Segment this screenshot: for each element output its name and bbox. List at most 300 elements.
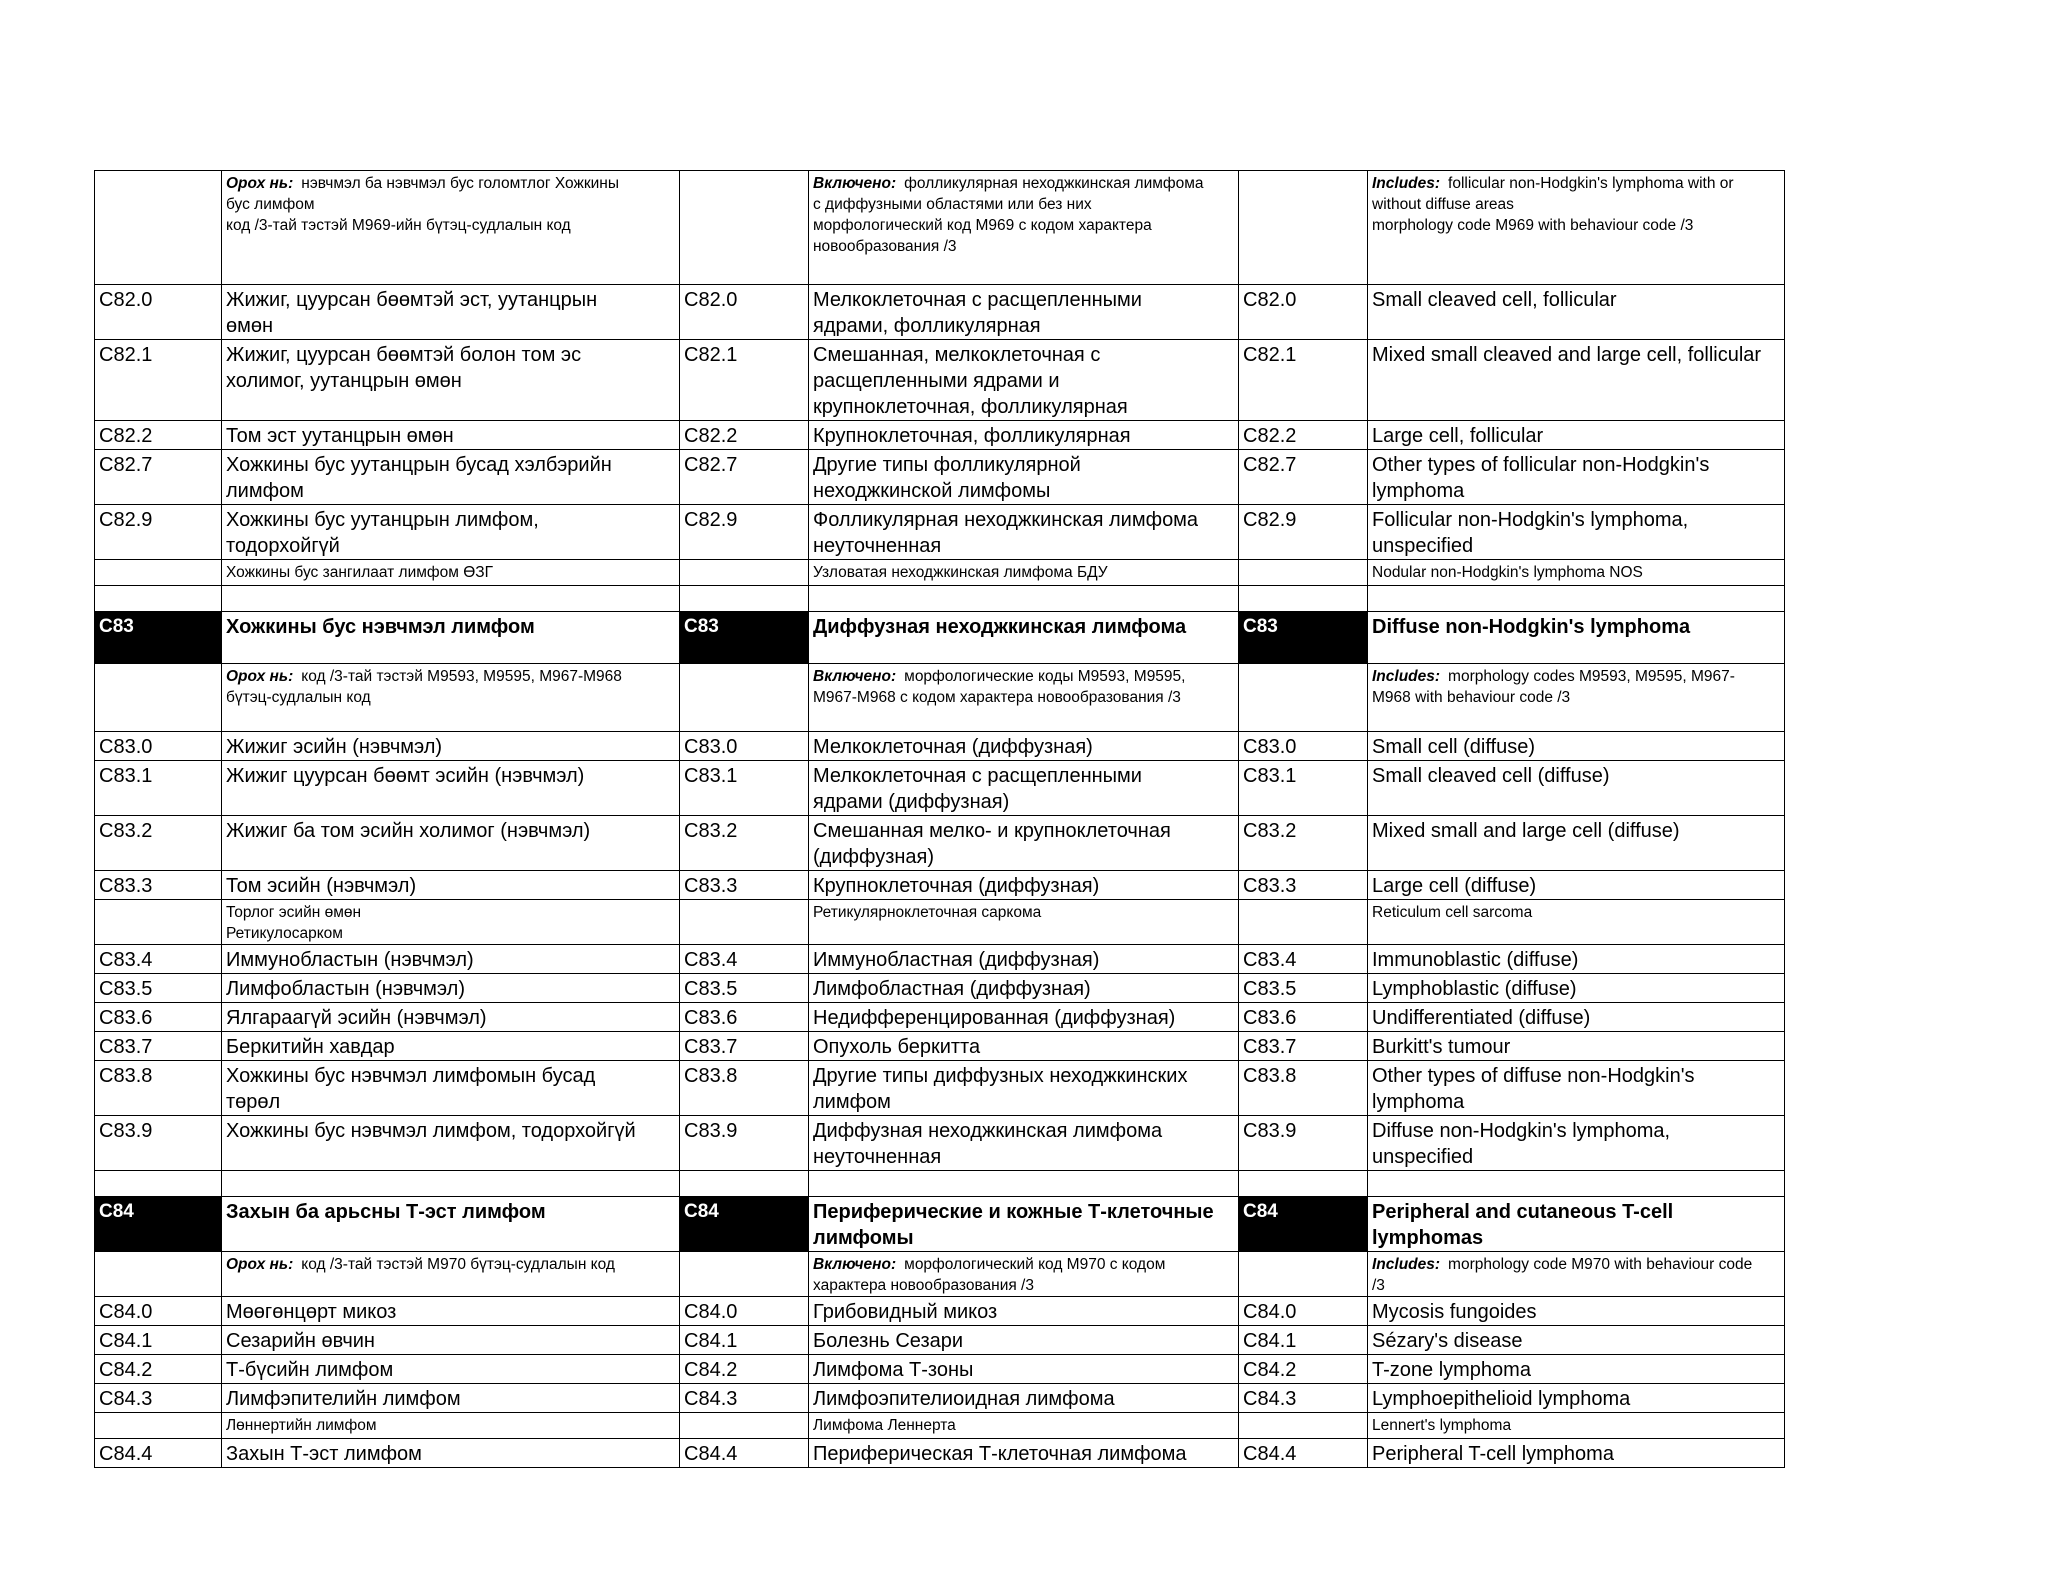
cell-text-line: морфологические коды M9593, M9595, — [904, 668, 1186, 685]
code-text: C82.9 — [1243, 509, 1297, 531]
cell-desc-ru — [809, 1171, 1239, 1197]
code-text: C83.8 — [684, 1065, 738, 1087]
cell-desc-mn — [222, 1252, 680, 1297]
code-text: C82.0 — [99, 289, 153, 311]
cell-desc-mn — [222, 900, 680, 945]
cell-desc-en — [1368, 945, 1785, 974]
cell-text-line: Хожкины бус зангилаат лимфом ӨЗГ — [226, 564, 494, 581]
cell-text-line: код /3-тай тэстэй M970 бүтэц-судлалын код — [301, 1256, 615, 1273]
cell-text-line: Small cell (diffuse) — [1372, 736, 1536, 758]
cell-text-line: Мелкоклеточная с расщепленными — [813, 765, 1142, 787]
table-row — [95, 900, 1785, 945]
cell-text-line: бүтэц-судлалын код — [226, 689, 371, 706]
cell-desc-en — [1368, 1384, 1785, 1413]
cell-desc-ru — [809, 1197, 1239, 1252]
cell-code-mn — [95, 1003, 222, 1032]
cell-desc-en — [1368, 761, 1785, 816]
cell-desc-en — [1368, 1413, 1785, 1439]
cell-desc-en — [1368, 1297, 1785, 1326]
cell-text-line: follicular non-Hodgkin's lymphoma with or — [1448, 175, 1734, 192]
cell-code-ru — [680, 761, 809, 816]
cell-text-line: Ретикулярноклеточная саркома — [813, 904, 1042, 921]
code-text: C84.2 — [99, 1359, 153, 1381]
cell-desc-en — [1368, 421, 1785, 450]
cell-code-mn — [95, 612, 222, 664]
code-text: C82.0 — [1243, 289, 1297, 311]
cell-desc-ru — [809, 1326, 1239, 1355]
cell-desc-en — [1368, 1252, 1785, 1297]
cell-desc-en — [1368, 732, 1785, 761]
table-row — [95, 1384, 1785, 1413]
includes-label: Включено: — [813, 668, 897, 685]
cell-desc-ru — [809, 1116, 1239, 1171]
cell-desc-ru — [809, 586, 1239, 612]
cell-text-line: Иммунобластная (диффузная) — [813, 949, 1100, 971]
cell-code-en — [1239, 1061, 1368, 1116]
cell-text-line: Мелкоклеточная (диффузная) — [813, 736, 1093, 758]
cell-text-line: Хожкины бус уутанцрын лимфом, — [226, 509, 539, 531]
cell-code-mn — [95, 1197, 222, 1252]
cell-code-ru — [680, 612, 809, 664]
cell-text-line: Reticulum cell sarcoma — [1372, 904, 1533, 921]
cell-code-mn — [95, 761, 222, 816]
cell-text-line: Lennert's lymphoma — [1372, 1417, 1512, 1434]
cell-code-en — [1239, 612, 1368, 664]
code-text: C83 — [1243, 616, 1278, 637]
table-body — [95, 171, 1785, 1468]
cell-desc-ru — [809, 974, 1239, 1003]
table-row — [95, 1061, 1785, 1116]
cell-code-en — [1239, 560, 1368, 586]
code-text: C83.7 — [684, 1036, 738, 1058]
cell-desc-mn — [222, 340, 680, 421]
cell-desc-ru — [809, 1252, 1239, 1297]
table-row — [95, 450, 1785, 505]
cell-code-ru — [680, 1252, 809, 1297]
cell-desc-en — [1368, 1439, 1785, 1468]
cell-code-en — [1239, 732, 1368, 761]
cell-code-mn — [95, 1116, 222, 1171]
code-text: C82.9 — [684, 509, 738, 531]
cell-code-en — [1239, 1116, 1368, 1171]
cell-text-line: Захын ба арьсны Т-эст лимфом — [226, 1201, 546, 1223]
cell-code-ru — [680, 1116, 809, 1171]
includes-label: Орох нь: — [226, 175, 294, 192]
cell-text-line: (диффузная) — [813, 846, 935, 868]
cell-text-line: Small cleaved cell, follicular — [1372, 289, 1617, 311]
cell-text-line: lymphoma — [1372, 480, 1465, 502]
cell-desc-mn — [222, 1355, 680, 1384]
code-text: C82.7 — [99, 454, 153, 476]
table-row — [95, 1413, 1785, 1439]
code-text: C84.0 — [99, 1301, 153, 1323]
code-text: C82.2 — [1243, 425, 1297, 447]
code-text: C84.0 — [684, 1301, 738, 1323]
cell-desc-mn — [222, 505, 680, 560]
cell-text-line: Mixed small and large cell (diffuse) — [1372, 820, 1680, 842]
code-text: C84.1 — [99, 1330, 153, 1352]
cell-text-line: характера новообразования /3 — [813, 1277, 1034, 1294]
cell-desc-mn — [222, 1384, 680, 1413]
code-text: C84.4 — [99, 1443, 153, 1465]
table-row — [95, 1326, 1785, 1355]
cell-text-line: Large cell, follicular — [1372, 425, 1544, 447]
cell-code-mn — [95, 1252, 222, 1297]
cell-text-line: морфологический код M970 с кодом — [904, 1256, 1166, 1273]
cell-code-en — [1239, 450, 1368, 505]
table-row — [95, 1116, 1785, 1171]
cell-code-en — [1239, 1355, 1368, 1384]
code-text: C83.4 — [684, 949, 738, 971]
cell-text-line: Nodular non-Hodgkin's lymphoma NOS — [1372, 564, 1643, 581]
cell-code-ru — [680, 1003, 809, 1032]
cell-code-en — [1239, 1032, 1368, 1061]
code-text: C83.6 — [1243, 1007, 1297, 1029]
code-text: C84.0 — [1243, 1301, 1297, 1323]
code-text: C84.1 — [684, 1330, 738, 1352]
table-row — [95, 505, 1785, 560]
cell-text-line: unspecified — [1372, 535, 1474, 557]
code-text: C83.5 — [684, 978, 738, 1000]
cell-code-ru — [680, 900, 809, 945]
code-text: C83.7 — [99, 1036, 153, 1058]
code-text: C84 — [1243, 1201, 1278, 1222]
code-text: C83.3 — [1243, 875, 1297, 897]
table-row — [95, 945, 1785, 974]
cell-code-mn — [95, 1171, 222, 1197]
cell-code-mn — [95, 871, 222, 900]
code-text: C82.9 — [99, 509, 153, 531]
cell-code-mn — [95, 285, 222, 340]
code-text: C84.4 — [684, 1443, 738, 1465]
code-text: C83.1 — [99, 765, 153, 787]
cell-desc-mn — [222, 761, 680, 816]
cell-text-line: Хожкины бус нэвчмэл лимфомын бусад — [226, 1065, 596, 1087]
code-text: C83.2 — [1243, 820, 1297, 842]
cell-text-line: Sézary's disease — [1372, 1330, 1523, 1352]
cell-text-line: Лимфобластная (диффузная) — [813, 978, 1091, 1000]
cell-text-line: Хожкины бус нэвчмэл лимфом, тодорхойгүй — [226, 1120, 636, 1142]
includes-label: Includes: — [1372, 1256, 1441, 1273]
cell-code-en — [1239, 945, 1368, 974]
cell-code-mn — [95, 1384, 222, 1413]
cell-code-ru — [680, 974, 809, 1003]
cell-text-line: Мелкоклеточная с расщепленными — [813, 289, 1142, 311]
cell-text-line: неходжкинской лимфомы — [813, 480, 1051, 502]
cell-text-line: крупноклеточная, фолликулярная — [813, 396, 1128, 418]
cell-text-line: Mycosis fungoides — [1372, 1301, 1537, 1323]
code-text: C82.7 — [1243, 454, 1297, 476]
cell-code-mn — [95, 421, 222, 450]
code-text: C83 — [99, 616, 134, 637]
cell-code-mn — [95, 505, 222, 560]
code-text: C83.7 — [1243, 1036, 1297, 1058]
cell-code-mn — [95, 816, 222, 871]
cell-text-line: Лөннертийн лимфом — [226, 1417, 377, 1434]
cell-desc-mn — [222, 586, 680, 612]
cell-code-mn — [95, 732, 222, 761]
cell-text-line: лимфомы — [813, 1227, 914, 1249]
cell-code-en — [1239, 1197, 1368, 1252]
cell-text-line: Diffuse non-Hodgkin's lymphoma — [1372, 616, 1691, 638]
cell-desc-en — [1368, 900, 1785, 945]
cell-text-line: Diffuse non-Hodgkin's lymphoma, — [1372, 1120, 1671, 1142]
cell-text-line: Burkitt's tumour — [1372, 1036, 1511, 1058]
cell-code-ru — [680, 1355, 809, 1384]
cell-text-line: Другие типы фолликулярной — [813, 454, 1081, 476]
table-row — [95, 761, 1785, 816]
cell-desc-ru — [809, 1003, 1239, 1032]
cell-desc-en — [1368, 816, 1785, 871]
cell-code-en — [1239, 1413, 1368, 1439]
table-row — [95, 1297, 1785, 1326]
cell-code-ru — [680, 664, 809, 732]
cell-desc-mn — [222, 732, 680, 761]
cell-desc-mn — [222, 816, 680, 871]
code-text: C84.3 — [99, 1388, 153, 1410]
cell-text-line: Том эст уутанцрын өмөн — [226, 425, 454, 447]
cell-code-mn — [95, 171, 222, 285]
code-text: C83.1 — [684, 765, 738, 787]
cell-code-ru — [680, 1197, 809, 1252]
table-row — [95, 1032, 1785, 1061]
cell-code-mn — [95, 974, 222, 1003]
cell-code-mn — [95, 1297, 222, 1326]
table-row — [95, 1439, 1785, 1468]
cell-text-line: Хожкины бус уутанцрын бусад хэлбэрийн — [226, 454, 612, 476]
cell-text-line: Смешанная мелко- и крупноклеточная — [813, 820, 1171, 842]
code-text: C83.8 — [1243, 1065, 1297, 1087]
cell-text-line: Сезарийн өвчин — [226, 1330, 375, 1352]
cell-desc-en — [1368, 664, 1785, 732]
cell-text-line: Other types of diffuse non-Hodgkin's — [1372, 1065, 1695, 1087]
cell-desc-ru — [809, 1413, 1239, 1439]
cell-code-en — [1239, 1439, 1368, 1468]
cell-code-ru — [680, 1061, 809, 1116]
cell-code-en — [1239, 761, 1368, 816]
cell-text-line: Грибовидный микоз — [813, 1301, 998, 1323]
cell-desc-ru — [809, 900, 1239, 945]
cell-desc-mn — [222, 1439, 680, 1468]
cell-text-line: Small cleaved cell (diffuse) — [1372, 765, 1610, 787]
cell-code-en — [1239, 816, 1368, 871]
table-row — [95, 974, 1785, 1003]
cell-code-ru — [680, 1384, 809, 1413]
code-text: C83.6 — [684, 1007, 738, 1029]
table-row — [95, 871, 1785, 900]
cell-desc-en — [1368, 612, 1785, 664]
cell-code-en — [1239, 974, 1368, 1003]
cell-text-line: morphology code M970 with behaviour code — [1448, 1256, 1753, 1273]
code-text: C82.1 — [684, 344, 738, 366]
cell-desc-en — [1368, 1003, 1785, 1032]
table-row — [95, 560, 1785, 586]
cell-text-line: Периферические и кожные Т-клеточные — [813, 1201, 1214, 1223]
cell-text-line: /3 — [1372, 1277, 1385, 1294]
cell-text-line: Периферическая Т-клеточная лимфома — [813, 1443, 1187, 1465]
cell-desc-ru — [809, 732, 1239, 761]
cell-text-line: Mixed small cleaved and large cell, follicular — [1372, 344, 1762, 366]
code-text: C83.5 — [99, 978, 153, 1000]
cell-desc-ru — [809, 1297, 1239, 1326]
cell-text-line: код /3-тай тэстэй M969-ийн бүтэц-судлалын код — [226, 217, 571, 234]
cell-code-mn — [95, 900, 222, 945]
cell-code-en — [1239, 340, 1368, 421]
cell-code-mn — [95, 1439, 222, 1468]
cell-text-line: Peripheral and cutaneous T-cell — [1372, 1201, 1674, 1223]
category-header-row — [95, 612, 1785, 664]
cell-desc-mn — [222, 421, 680, 450]
cell-text-line: неуточненная — [813, 1146, 942, 1168]
cell-text-line: Other types of follicular non-Hodgkin's — [1372, 454, 1710, 476]
cell-text-line: лимфом — [813, 1091, 891, 1113]
cell-text-line: Peripheral T-cell lymphoma — [1372, 1443, 1614, 1465]
cell-text-line: Диффузная неходжкинская лимфома — [813, 616, 1187, 638]
cell-text-line: Недифференцированная (диффузная) — [813, 1007, 1176, 1029]
cell-desc-mn — [222, 1326, 680, 1355]
cell-code-ru — [680, 871, 809, 900]
cell-code-ru — [680, 1413, 809, 1439]
cell-text-line: lymphoma — [1372, 1091, 1465, 1113]
cell-code-en — [1239, 421, 1368, 450]
code-text: C83.0 — [1243, 736, 1297, 758]
cell-desc-ru — [809, 505, 1239, 560]
cell-code-en — [1239, 1003, 1368, 1032]
cell-desc-en — [1368, 560, 1785, 586]
cell-text-line: с диффузными областями или без них — [813, 196, 1092, 213]
table-row — [95, 1003, 1785, 1032]
cell-text-line: неуточненная — [813, 535, 942, 557]
cell-desc-en — [1368, 450, 1785, 505]
cell-text-line: Лимфоэпителиоидная лимфома — [813, 1388, 1115, 1410]
cell-code-ru — [680, 1326, 809, 1355]
includes-note-row — [95, 171, 1785, 285]
cell-text-line: ядрами (диффузная) — [813, 791, 1010, 813]
table-row — [95, 732, 1785, 761]
includes-label: Включено: — [813, 175, 897, 192]
spacer-row — [95, 1171, 1785, 1197]
cell-text-line: Иммунобластын (нэвчмэл) — [226, 949, 474, 971]
cell-code-mn — [95, 945, 222, 974]
cell-text-line: Болезнь Сезари — [813, 1330, 964, 1352]
cell-desc-mn — [222, 560, 680, 586]
cell-desc-en — [1368, 1171, 1785, 1197]
cell-text-line: лимфом — [226, 480, 304, 502]
icd-code-table — [94, 170, 1785, 1468]
cell-code-mn — [95, 1326, 222, 1355]
code-text: C83.0 — [684, 736, 738, 758]
cell-desc-mn — [222, 1413, 680, 1439]
cell-text-line: without diffuse areas — [1372, 196, 1514, 213]
cell-desc-mn — [222, 171, 680, 285]
cell-text-line: морфологический код M969 с кодом характера — [813, 217, 1152, 234]
cell-text-line: төрөл — [226, 1091, 281, 1113]
cell-desc-mn — [222, 1197, 680, 1252]
cell-text-line: бус лимфом — [226, 196, 315, 213]
code-text: C84.3 — [684, 1388, 738, 1410]
cell-code-mn — [95, 560, 222, 586]
cell-code-mn — [95, 1413, 222, 1439]
includes-label: Орох нь: — [226, 1256, 294, 1273]
cell-code-ru — [680, 1439, 809, 1468]
includes-label: Includes: — [1372, 668, 1441, 685]
cell-text-line: Крупноклеточная (диффузная) — [813, 875, 1100, 897]
cell-desc-en — [1368, 1355, 1785, 1384]
code-text: C83.9 — [1243, 1120, 1297, 1142]
code-text: C83.9 — [684, 1120, 738, 1142]
cell-text-line: morphology codes M9593, M9595, M967- — [1448, 668, 1735, 685]
cell-code-ru — [680, 1297, 809, 1326]
cell-code-en — [1239, 1171, 1368, 1197]
cell-text-line: Лимфома Т-зоны — [813, 1359, 974, 1381]
spacer-row — [95, 586, 1785, 612]
table-row — [95, 816, 1785, 871]
cell-text-line: Узловатая неходжкинская лимфома БДУ — [813, 564, 1108, 581]
cell-desc-mn — [222, 1061, 680, 1116]
cell-code-en — [1239, 1326, 1368, 1355]
cell-desc-ru — [809, 1384, 1239, 1413]
cell-desc-ru — [809, 1439, 1239, 1468]
code-text: C84 — [684, 1201, 719, 1222]
cell-desc-mn — [222, 612, 680, 664]
cell-desc-mn — [222, 285, 680, 340]
cell-code-ru — [680, 421, 809, 450]
cell-text-line: Ялгараагүй эсийн (нэвчмэл) — [226, 1007, 487, 1029]
cell-desc-en — [1368, 1326, 1785, 1355]
cell-text-line: Хожкины бус нэвчмэл лимфом — [226, 616, 535, 638]
cell-desc-en — [1368, 285, 1785, 340]
cell-text-line: Фолликулярная неходжкинская лимфома — [813, 509, 1199, 531]
cell-desc-en — [1368, 505, 1785, 560]
table-row — [95, 1355, 1785, 1384]
cell-text-line: Лимфома Леннерта — [813, 1417, 956, 1434]
code-text: C83.3 — [684, 875, 738, 897]
cell-code-mn — [95, 586, 222, 612]
cell-text-line: Том эсийн (нэвчмэл) — [226, 875, 417, 897]
cell-desc-en — [1368, 586, 1785, 612]
cell-desc-mn — [222, 945, 680, 974]
cell-desc-mn — [222, 450, 680, 505]
code-text: C84.4 — [1243, 1443, 1297, 1465]
table-row — [95, 340, 1785, 421]
cell-desc-en — [1368, 171, 1785, 285]
cell-code-ru — [680, 945, 809, 974]
cell-desc-mn — [222, 1171, 680, 1197]
cell-code-mn — [95, 450, 222, 505]
cell-desc-ru — [809, 871, 1239, 900]
cell-text-line: Лимфобластын (нэвчмэл) — [226, 978, 466, 1000]
cell-desc-mn — [222, 974, 680, 1003]
cell-desc-mn — [222, 871, 680, 900]
code-text: C83.4 — [99, 949, 153, 971]
cell-desc-en — [1368, 340, 1785, 421]
code-text: C82.2 — [684, 425, 738, 447]
cell-text-line: фолликулярная неходжкинская лимфома — [904, 175, 1204, 192]
cell-code-ru — [680, 560, 809, 586]
cell-text-line: Follicular non-Hodgkin's lymphoma, — [1372, 509, 1689, 531]
cell-desc-en — [1368, 1116, 1785, 1171]
cell-code-en — [1239, 285, 1368, 340]
cell-text-line: нэвчмэл ба нэвчмэл бус голомтлог Хожкины — [301, 175, 619, 192]
cell-text-line: Крупноклеточная, фолликулярная — [813, 425, 1131, 447]
cell-text-line: Другие типы диффузных неходжкинских — [813, 1065, 1188, 1087]
cell-code-ru — [680, 450, 809, 505]
cell-code-ru — [680, 586, 809, 612]
cell-desc-ru — [809, 560, 1239, 586]
cell-text-line: расщепленными ядрами и — [813, 370, 1060, 392]
cell-code-en — [1239, 664, 1368, 732]
cell-desc-ru — [809, 285, 1239, 340]
